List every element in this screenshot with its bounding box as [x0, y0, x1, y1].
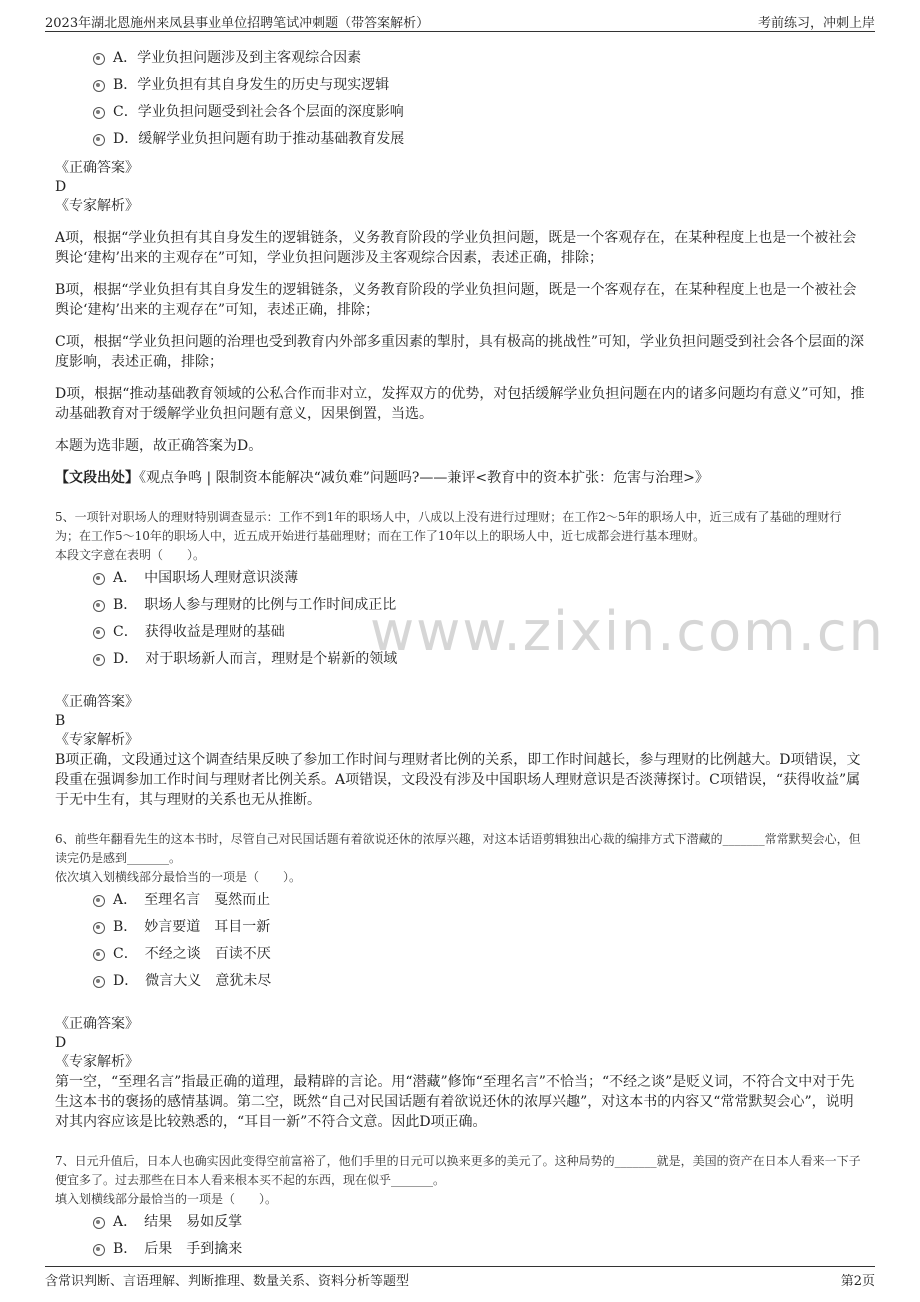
document-body [55, 45, 865, 1263]
q7-stem: 7、日元升值后，日本人也确实因此变得空前富裕了，他们手里的日元可以换来更多的美元了。这种局势的_______就是，美国的资产在日本人看来一下子便宜多了。过去那些在日本人看来根本买不起的东西，现在似乎_______。 [55, 1154, 861, 1187]
radio-icon[interactable] [93, 949, 105, 961]
radio-icon[interactable] [93, 895, 105, 907]
q4-option-a[interactable]: A．学业负担问题涉及到主客观综合因素 [55, 45, 865, 72]
q4-analysis-b: B项，根据“学业负担有其自身发生的逻辑链条，义务教育阶段的学业负担问题，既是一个客观存在，在某种程度上也是一个被社会舆论‘建构’出来的主观存在”可知，表述正确，排除； [55, 282, 857, 318]
q6-answer-label: 《正确答案》 [55, 1016, 139, 1032]
q7-ask: 填入划横线部分最恰当的一项是（ ）。 [55, 1192, 278, 1206]
footer-divider [45, 1266, 875, 1267]
footer-topics: 含常识判断、言语理解、判断推理、数量关系、资料分析等题型 [45, 1274, 410, 1289]
header-divider [45, 31, 875, 32]
radio-icon[interactable] [93, 134, 105, 146]
q6-answer: D [55, 1035, 67, 1051]
q4-answer: D [55, 179, 67, 195]
radio-icon[interactable] [93, 107, 105, 119]
q4-analysis-d: D项，根据“推动基础教育领域的公私合作而非对立，发挥双方的优势，对包括缓解学业负担问题在内的诸多问题均有意义”可知，推动基础教育对于缓解学业负担问题有意义，因果倒置，当选。 [55, 386, 865, 422]
q6-option-c[interactable]: C． 不经之谈 百读不厌 [55, 941, 865, 968]
q4-analysis-label: 《专家解析》 [55, 198, 139, 214]
header-slogan: 考前练习，冲刺上岸 [757, 16, 875, 31]
q5-analysis: B项正确，文段通过这个调查结果反映了参加工作时间与理财者比例的关系，即工作时间越长，参与理财的比例越大。D项错误，文段重在强调参加工作时间与理财者比例关系。A项错误，文段没有涉及中国职场人理财意识是否淡薄探讨。C项错误，“获得收益”属于无中生有，其与理财的关系也无从推断。 [55, 752, 861, 808]
q4-source: 【文段出处】《观点争鸣 | 限制资本能解决“减负难”问题吗?——兼评<教育中的资本扩张：危害与治理>》 [55, 470, 709, 486]
q4-option-c[interactable]: C．学业负担问题受到社会各个层面的深度影响 [55, 99, 865, 126]
q5-option-d[interactable]: D． 对于职场新人而言，理财是个崭新的领域 [55, 646, 865, 673]
q5-answer: B [55, 713, 66, 729]
q7-option-a[interactable]: A． 结果 易如反掌 [55, 1209, 865, 1236]
radio-icon[interactable] [93, 922, 105, 934]
q6-analysis-label: 《专家解析》 [55, 1054, 139, 1070]
q7-option-b[interactable]: B． 后果 手到擒来 [55, 1236, 865, 1263]
radio-icon[interactable] [93, 1217, 105, 1229]
q6-ask: 依次填入划横线部分最恰当的一项是（ ）。 [55, 870, 302, 884]
q4-option-d[interactable]: D．缓解学业负担问题有助于推动基础教育发展 [55, 126, 865, 153]
radio-icon[interactable] [93, 53, 105, 65]
q5-ask: 本段文字意在表明（ ）。 [55, 548, 206, 562]
document-title: 2023年湖北恩施州来凤县事业单位招聘笔试冲刺题（带答案解析） [45, 16, 430, 31]
q4-conclusion: 本题为选非题，故正确答案为D。 [55, 438, 263, 454]
page-footer [45, 1270, 875, 1289]
radio-icon[interactable] [93, 600, 105, 612]
q4-analysis-c: C项，根据“学业负担问题的治理也受到教育内外部多重因素的掣肘，具有极高的挑战性”可知，学业负担问题受到社会各个层面的深度影响，表述正确，排除； [55, 334, 865, 370]
radio-icon[interactable] [93, 1244, 105, 1256]
q5-option-b[interactable]: B． 职场人参与理财的比例与工作时间成正比 [55, 592, 865, 619]
radio-icon[interactable] [93, 627, 105, 639]
q5-analysis-label: 《专家解析》 [55, 732, 139, 748]
q6-option-a[interactable]: A． 至理名言 戛然而止 [55, 887, 865, 914]
watermark: www.zixin.com.cn [370, 600, 885, 663]
radio-icon[interactable] [93, 573, 105, 585]
page-number: 第2页 [840, 1274, 875, 1289]
q5-option-a[interactable]: A． 中国职场人理财意识淡薄 [55, 565, 865, 592]
q4-option-b[interactable]: B．学业负担有其自身发生的历史与现实逻辑 [55, 72, 865, 99]
radio-icon[interactable] [93, 80, 105, 92]
q6-stem: 6、前些年翻看先生的这本书时，尽管自己对民国话题有着欲说还休的浓厚兴趣，对这本话语剪辑独出心裁的编排方式下潜藏的_______常常默契会心，但读完仍是感到_______。 [55, 832, 861, 865]
q5-option-c[interactable]: C． 获得收益是理财的基础 [55, 619, 865, 646]
q4-analysis-a: A项，根据“学业负担有其自身发生的逻辑链条，义务教育阶段的学业负担问题，既是一个客观存在，在某种程度上也是一个被社会舆论‘建构’出来的主观存在”可知，学业负担问题涉及主客观综合因素，表述正确，排除； [55, 230, 857, 266]
q5-stem: 5、一项针对职场人的理财特别调查显示：工作不到1年的职场人中，八成以上没有进行过理财；在工作2～5年的职场人中，近三成有了基础的理财行为；在工作5～10年的职场人中，近五成开始进行基础理财；而在工作了10年以上的职场人中，近七成都会进行基本理财。 [55, 510, 842, 543]
q6-analysis: 第一空，“至理名言”指最正确的道理，最精辟的言论。用“潜藏”修饰“至理名言”不恰当；“不经之谈”是贬义词，不符合文中对于先生这本书的褒扬的感情基调。第二空，既然“自己对民国话题有着欲说还休的浓厚兴趣”，对这本书的内容又“常常默契会心”，说明对其内容应该是比较熟悉的，“耳目一新”不符合文意。因此D项正确。 [55, 1074, 855, 1130]
radio-icon[interactable] [93, 976, 105, 988]
page-header [45, 9, 875, 31]
radio-icon[interactable] [93, 654, 105, 666]
q6-option-d[interactable]: D． 微言大义 意犹未尽 [55, 968, 865, 995]
q6-option-b[interactable]: B． 妙言要道 耳目一新 [55, 914, 865, 941]
q4-answer-label: 《正确答案》 [55, 160, 139, 176]
q5-answer-label: 《正确答案》 [55, 694, 139, 710]
